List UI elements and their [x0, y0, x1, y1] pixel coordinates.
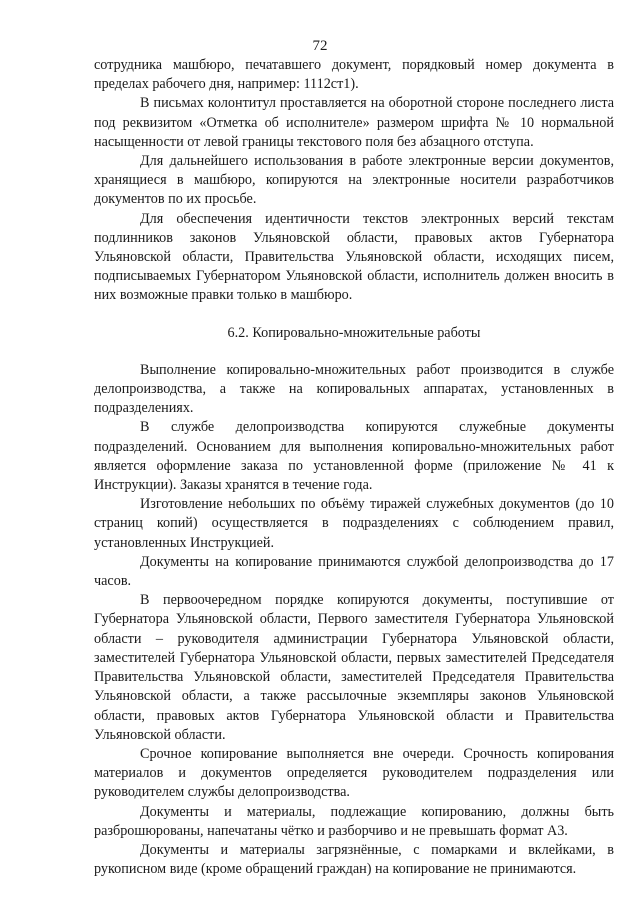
page-number: 72 — [312, 38, 328, 54]
section-heading: 6.2. Копировально-множительные работы — [227, 324, 481, 341]
document-body — [94, 56, 614, 879]
paragraph: В первоочередном порядке копируются документы, поступившие от Губернатора Ульяновской области, Первого заместителя Губернатора Ульяновской области – руководителя администрации Губернатора Ульяновской области, заместителей Губернатора Ульяновской области, первых заместителей Председателя Правительства Ульяновской области, заместителей Председателя Правительства Ульяновской области, а также рассылочные экземпляры законов Ульяновской области, правовых актов Губернатора Ульяновской области и Правительства Ульяновской области. — [94, 592, 614, 743]
paragraph: В службе делопроизводства копируются служебные документы подразделений. Основанием для выполнения копировально-множительных работ является оформление заказа по установленной форме (приложение № 41 к Инструкции). Заказы хранятся в течение года. — [94, 419, 614, 494]
paragraph: В письмах колонтитул проставляется на оборотной стороне последнего листа под реквизитом «Отметка об исполнителе» размером шрифта № 10 нормальной насыщенности от левой границы текстового поля без абзацного отступа. — [94, 95, 614, 150]
paragraph: Для дальнейшего использования в работе электронные версии документов, хранящиеся в машбюро, копируются на электронные носители разработчиков документов по их просьбе. — [94, 153, 614, 208]
paragraph: Для обеспечения идентичности текстов электронных версий текстам подлинников законов Ульяновской области, правовых актов Губернатора Ульяновской области, Правительства Ульяновской области, исходящих писем, подписываемых Губернатором Ульяновской области, исполнитель должен вносить в них возможные правки только в машбюро. — [94, 210, 614, 304]
paragraph: сотрудника машбюро, печатавшего документ, порядковый номер документа в пределах рабочего дня, например: 1112ст1). — [94, 57, 614, 93]
paragraph: Документы и материалы, подлежащие копированию, должны быть разброшюрованы, напечатаны чётко и разборчиво и не превышать формат А3. — [94, 803, 614, 839]
paragraph: Выполнение копировально-множительных работ производится в службе делопроизводства, а также на копировальных аппаратах, установленных в подразделениях. — [94, 361, 614, 417]
paragraph: Документы и материалы загрязнённые, с помарками и вклейками, в рукописном виде (кроме обращений граждан) на копирование не принимаются. — [94, 841, 614, 878]
paragraph: Срочное копирование выполняется вне очереди. Срочность копирования материалов и документов определяется руководителем подразделения или руководителем службы делопроизводства. — [94, 745, 614, 801]
paragraph: Изготовление небольших по объёму тиражей служебных документов (до 10 страниц копий) осуществляется в подразделениях с соблюдением правил, установленных Инструкцией. — [94, 496, 614, 551]
paragraph: Документы на копирование принимаются службой делопроизводства до 17 часов. — [94, 553, 614, 590]
